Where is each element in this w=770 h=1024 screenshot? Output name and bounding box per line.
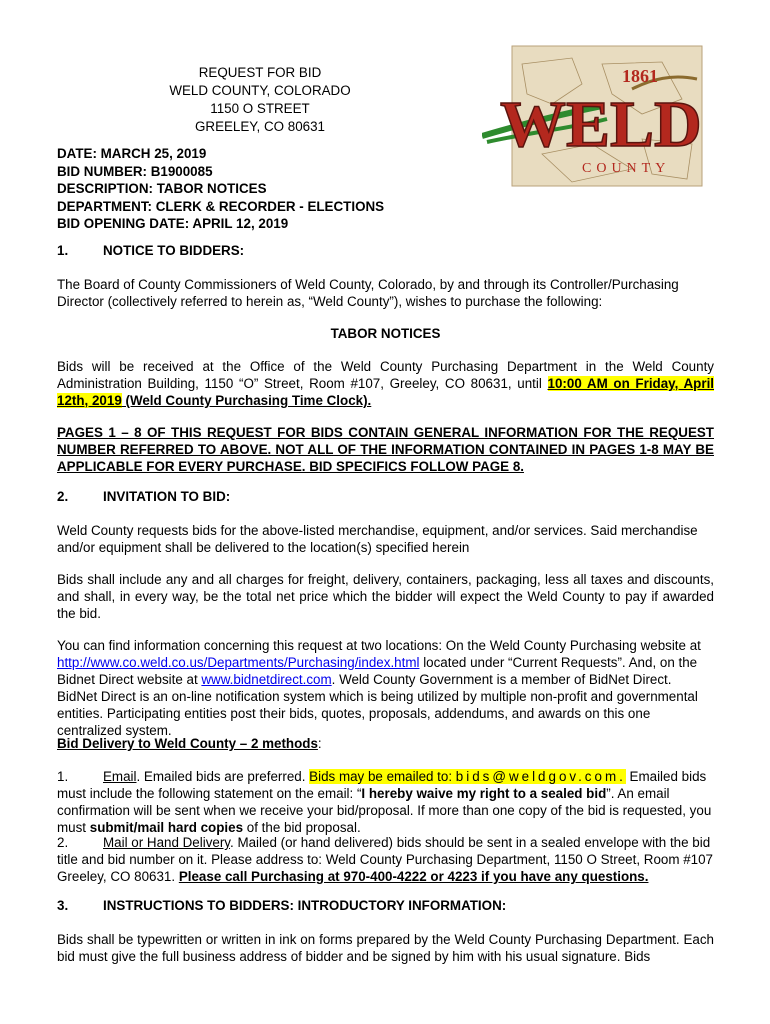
deadline-highlight: 10:00 AM on Friday, April 12th, 2019 (57, 376, 715, 408)
delivery-method-mail: 2. Mail or Hand Delivery. Mailed (or hand delivered) bids should be sent in a sealed envelope with the bid title and bid number on it. Please address to: Weld County Purchasing Department, 1150 O Street, Room #107 Greeley, CO 80631. Please call Purchasing at 970-400-4222 or 4223 if you have any questions. (57, 835, 714, 884)
logo-year: 1861 (622, 66, 658, 86)
paragraph: The Board of County Commissioners of Weld County, Colorado, by and through its Controller/Purchasing Director (collectively referred to herein as, “Weld County”), wishes to purchase the following: (57, 277, 679, 309)
logo-word-county: COUNTY (582, 161, 671, 176)
header-line: 1150 O STREET (210, 101, 310, 116)
paragraph: PAGES 1 – 8 OF THIS REQUEST FOR BIDS CONTAIN GENERAL INFORMATION FOR THE REQUEST NUMBER REFERRED TO ABOVE. NOT ALL OF THE INFORMATION CONTAINED IN PAGES 1-8 MAY BE APPLICABLE FOR EVERY PURCHASE. BID SPECIFICS FOLLOW PAGE 8. (57, 425, 714, 474)
header-line: WELD COUNTY, COLORADO (169, 83, 351, 98)
bidnet-website-link[interactable]: www.bidnetdirect.com (201, 672, 332, 687)
logo-word-weld: WELD (500, 88, 702, 161)
meta-bid-number: BID NUMBER: B1900085 (57, 163, 213, 179)
delivery-heading: Bid Delivery to Weld County – 2 methods: (57, 736, 322, 751)
section-heading: 2. INVITATION TO BID: (57, 489, 231, 504)
delivery-method-email: 1. Email. Emailed bids are preferred. Bids may be emailed to: bids@weldgov.com. Emailed bids must include the following statement on the email: “I hereby waive my right to a sealed bid”. An email confirmation will be sent when we receive your bid/proposal. If more than one copy of the bid is requested, you must submit/mail hard copies of the bid proposal. (57, 769, 712, 835)
meta-opening-date: BID OPENING DATE: APRIL 12, 2019 (57, 216, 289, 231)
paragraph: Bids will be received at the Office of the Weld County Purchasing Department in the Weld County Administration Building, 1150 “O” Street, Room #107, Greeley, CO 80631, until 10:00 AM on Friday, April 12th, 2019 (Weld County Purchasing Time Clock). (57, 359, 715, 408)
bid-item-title: TABOR NOTICES (330, 326, 441, 341)
paragraph: You can find information concerning this request at two locations: On the Weld County Purchasing website at http://www.co.weld.co.us/Departments/Purchasing/index.html located under “Current Requests”. And, on the Bidnet Direct website at www.bidnetdirect.com. Weld County Government is a member of BidNet Direct. BidNet Direct is an on-line notification system which is being utilized by multiple non-profit and governmental entities. Participating entities post their bids, quotes, proposals, addendums, and awards on this one centralized system. (57, 638, 701, 738)
purchasing-website-link[interactable]: http://www.co.weld.co.us/Departments/Purchasing/index.html (57, 655, 420, 670)
paragraph: Bids shall be typewritten or written in ink on forms prepared by the Weld County Purchasing Department. Each bid must give the full business address of bidder and be signed by him with his usual signature. Bids (57, 932, 714, 964)
meta-description: DESCRIPTION: TABOR NOTICES (57, 181, 267, 196)
email-highlight: Bids may be emailed to: bids@weldgov.com. (309, 769, 626, 784)
header-line: REQUEST FOR BID (198, 65, 322, 80)
header-line: GREELEY, CO 80631 (194, 119, 325, 134)
meta-department: DEPARTMENT: CLERK & RECORDER - ELECTIONS (57, 198, 385, 214)
bid-metadata (57, 145, 384, 233)
bids-email-address[interactable]: bids@weldgov.com. (455, 769, 626, 784)
section-heading: 3. INSTRUCTIONS TO BIDDERS: INTRODUCTORY INFORMATION: (57, 898, 507, 913)
document-header (160, 64, 360, 136)
meta-date: DATE: MARCH 25, 2019 (57, 146, 207, 161)
paragraph: Weld County requests bids for the above-listed merchandise, equipment, and/or services. Said merchandise and/or equipment shall be delivered to the location(s) specified herein (57, 523, 698, 555)
paragraph: Bids shall include any and all charges for freight, delivery, containers, packaging, less all taxes and discounts, and shall, in every way, be the total net price which the bidder will expect the Weld County to pay if awarded the bid. (57, 572, 714, 621)
weld-county-logo (482, 44, 712, 194)
section-heading: 1. NOTICE TO BIDDERS: (57, 243, 245, 258)
